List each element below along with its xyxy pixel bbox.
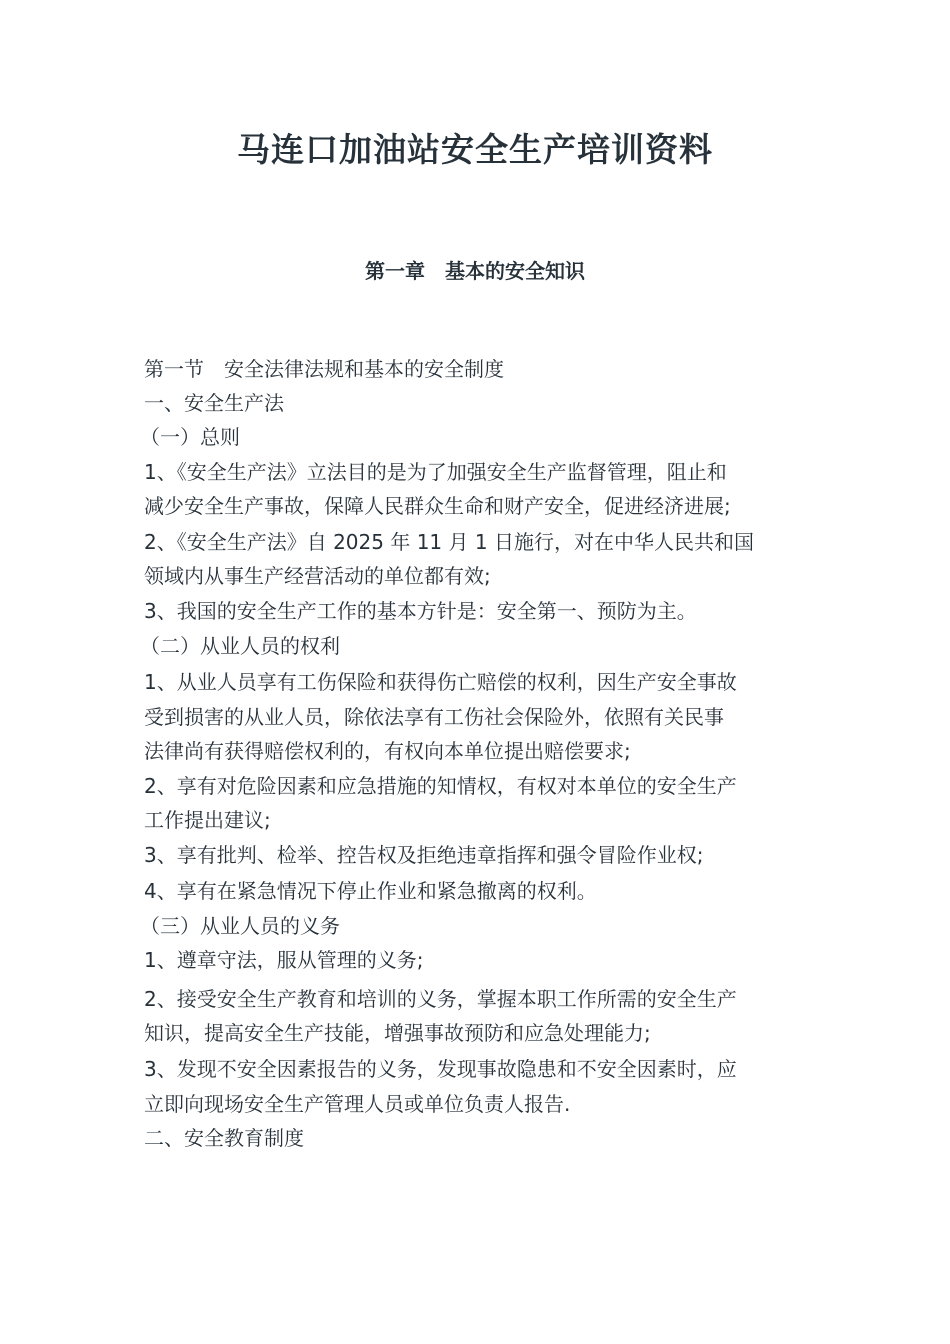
clause-heading: （二）从业人员的权利 <box>140 634 340 658</box>
paragraph-line: 2、《安全生产法》自 2025 年 11 月 1 日施行，对在中华人民共和国 <box>144 530 754 554</box>
paragraph-line: 领域内从事生产经营活动的单位都有效; <box>144 564 491 588</box>
paragraph-line: 3、我国的安全生产工作的基本方针是：安全第一、预防为主。 <box>144 599 697 623</box>
paragraph-line: 2、接受安全生产教育和培训的义务，掌握本职工作所需的安全生产 <box>144 987 737 1011</box>
paragraph-line: 3、发现不安全因素报告的义务，发现事故隐患和不安全因素时，应 <box>144 1057 737 1081</box>
subsection-heading: 二、安全教育制度 <box>144 1126 304 1150</box>
chapter-heading: 第一章 基本的安全知识 <box>365 259 585 283</box>
paragraph-line: 减少安全生产事故，保障人民群众生命和财产安全，促进经济进展; <box>144 494 731 518</box>
paragraph-line: 立即向现场安全生产管理人员或单位负责人报告. <box>144 1092 571 1116</box>
paragraph-line: 法律尚有获得赔偿权利的，有权向本单位提出赔偿要求; <box>144 739 631 763</box>
subsection-heading: 一、安全生产法 <box>144 391 284 415</box>
clause-heading: （一）总则 <box>140 425 240 449</box>
paragraph-line: 知识，提高安全生产技能，增强事故预防和应急处理能力; <box>144 1021 651 1045</box>
paragraph-line: 3、享有批判、检举、控告权及拒绝违章指挥和强令冒险作业权; <box>144 843 704 867</box>
section-heading: 第一节 安全法律法规和基本的安全制度 <box>144 357 504 381</box>
paragraph-line: 2、享有对危险因素和应急措施的知情权，有权对本单位的安全生产 <box>144 774 737 798</box>
document-title: 马连口加油站安全生产培训资料 <box>237 130 713 169</box>
paragraph-line: 受到损害的从业人员，除依法享有工伤社会保险外，依照有关民事 <box>144 705 724 729</box>
paragraph-line: 1、从业人员享有工伤保险和获得伤亡赔偿的权利，因生产安全事故 <box>144 670 737 694</box>
paragraph-line: 1、遵章守法，服从管理的义务; <box>144 948 424 972</box>
paragraph-line: 工作提出建议; <box>144 808 271 832</box>
clause-heading: （三）从业人员的义务 <box>140 914 340 938</box>
paragraph-line: 4、享有在紧急情况下停止作业和紧急撤离的权利。 <box>144 879 597 903</box>
paragraph-line: 1、《安全生产法》立法目的是为了加强安全生产监督管理，阻止和 <box>144 460 727 484</box>
